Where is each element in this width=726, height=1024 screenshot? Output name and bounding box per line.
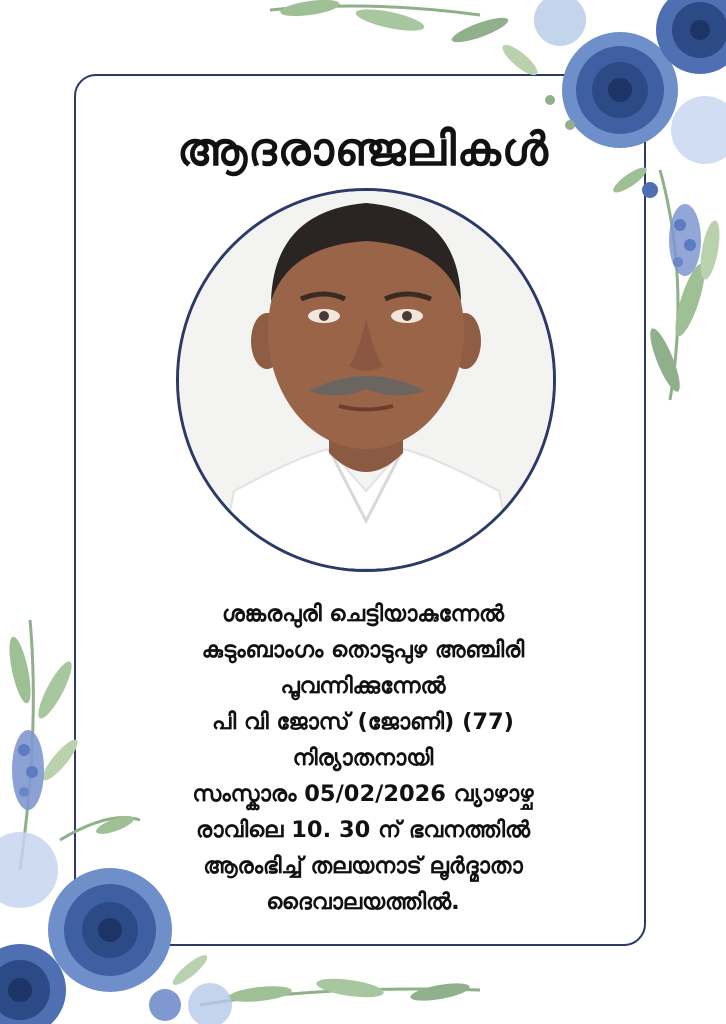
text-line-5: നിര്യാതനായി xyxy=(292,745,434,771)
text-line-8: ആരംഭിച്ച് തലയനാട് ലൂർദ്മാതാ xyxy=(203,853,523,879)
text-line-3: പൂവന്നിക്കുന്നേൽ xyxy=(280,673,446,699)
portrait-photo xyxy=(176,188,556,572)
obituary-text xyxy=(96,596,630,920)
text-line-6: സംസ്കാരം 05/02/2026 വ്യാഴാഴ്ച xyxy=(192,781,534,807)
text-line-9: ദൈവാലയത്തിൽ. xyxy=(266,889,460,915)
page-title: ആദരാഞ്ജലികൾ xyxy=(177,122,549,176)
text-line-4: പി വി ജോസ് (ജോണി) (77) xyxy=(212,709,514,735)
text-line-1: ശങ്കരപുരി ചെട്ടിയാകുന്നേൽ xyxy=(221,601,505,627)
text-line-2: കുടുംബാംഗം തൊടുപുഴ അഞ്ചിരി xyxy=(201,637,525,663)
text-line-7: രാവിലെ 10. 30 ന് ഭവനത്തിൽ xyxy=(195,817,531,843)
